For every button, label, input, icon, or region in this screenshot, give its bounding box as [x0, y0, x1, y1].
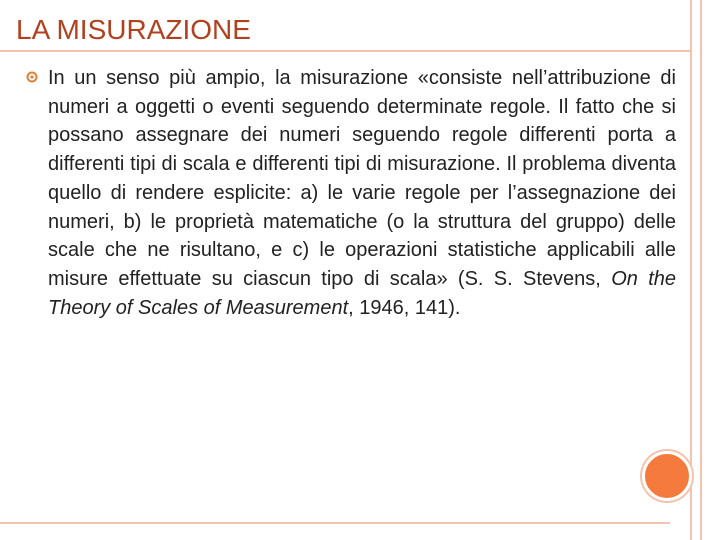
decorative-vertical-line-1 [690, 0, 692, 540]
decorative-orange-circle [642, 451, 692, 501]
bullet-item [26, 64, 676, 322]
bullet-text [48, 64, 676, 322]
work-title: On the Theory of Scales of Measurement [48, 267, 676, 319]
decorative-bottom-line [0, 522, 670, 524]
slide-title: LA MISURAZIONE [16, 14, 251, 45]
decorative-vertical-line-2 [700, 0, 702, 540]
decorative-title-underline [0, 50, 692, 52]
bullet-ring-icon [26, 71, 38, 83]
quote-text: In un senso più ampio, la misurazione «consiste nell’attribuzione di numeri a oggetti o eventi seguendo determinate regole. Il fatto che si possano assegnare dei numeri seguendo regole differenti porta a differenti tipi di scala e differenti tipi di misurazione. Il problema diventa quello di rendere esplicite: a) le varie regole per l’assegnazione dei numeri, b) le proprietà matematiche (o la struttura del gruppo) delle scale che ne risultano, e c) le operazioni statistiche applicabili alle misure effettuate su ciascun tipo di scala» (S. S. Stevens, [48, 67, 676, 290]
citation-tail: , 1946, 141). [348, 296, 461, 319]
